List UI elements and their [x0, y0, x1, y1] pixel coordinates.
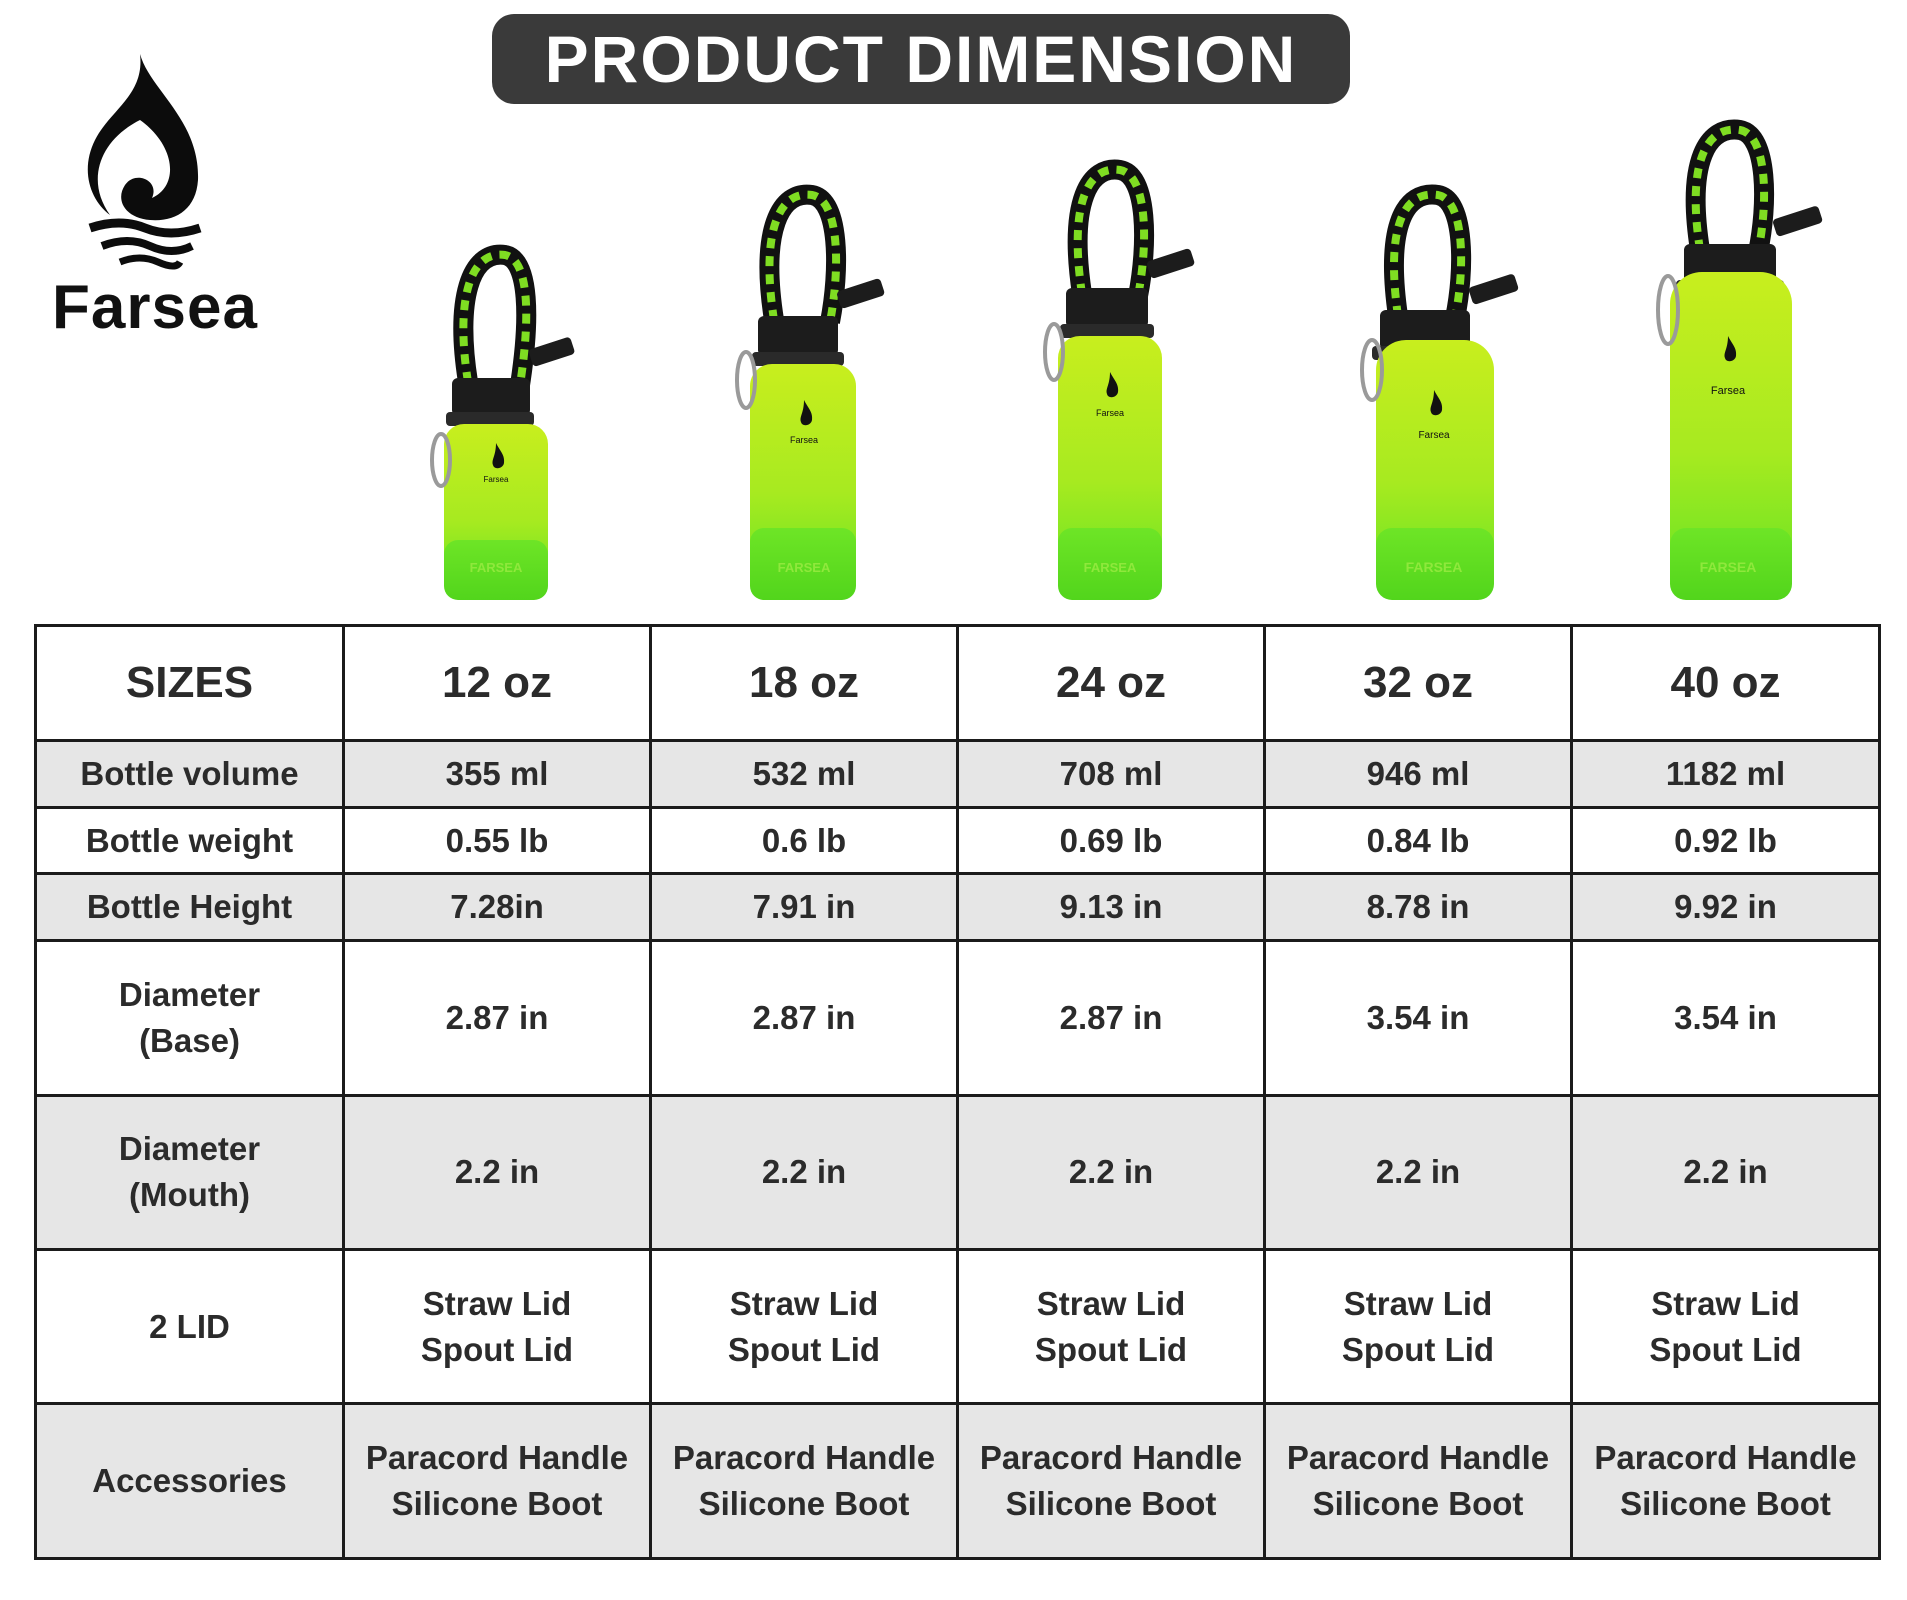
cell-line: Straw Lid [1651, 1284, 1800, 1322]
table-cell: 9.13 in [958, 874, 1265, 941]
table-row [36, 741, 1880, 808]
table-cell: 2.87 in [651, 941, 958, 1095]
table-cell: 2.2 in [1572, 1095, 1880, 1249]
table-cell: 7.28in [344, 874, 651, 941]
table-cell: 0.92 lb [1572, 807, 1880, 874]
table-row [36, 1249, 1880, 1403]
table-cell: 0.69 lb [958, 807, 1265, 874]
brand-name: Farsea [52, 273, 258, 342]
row-label [36, 941, 344, 1095]
table-cell: 708 ml [958, 741, 1265, 808]
table-cell: 2.87 in [958, 941, 1265, 1095]
table-cell: 0.6 lb [651, 807, 958, 874]
table-cell: 9.92 in [1572, 874, 1880, 941]
cell-line: Paracord Handle [365, 1439, 629, 1477]
table-cell: 0.55 lb [344, 807, 651, 874]
cell-line: Paracord Handle [672, 1439, 936, 1477]
table-cell: 7.91 in [651, 874, 958, 941]
page-title: PRODUCT DIMENSION [544, 22, 1298, 96]
table-cell: 1182 ml [1572, 741, 1880, 808]
table-row [36, 1404, 1880, 1559]
cell-line: Straw Lid [729, 1284, 879, 1322]
cell-line: Silicone Boot [1312, 1485, 1524, 1523]
row-label-line: (Mouth) [129, 1176, 250, 1214]
header-size: 12 oz [344, 626, 651, 741]
bottle-label: Farsea [1095, 408, 1125, 418]
row-label: Bottle volume [36, 741, 344, 808]
row-label-line: (Base) [139, 1021, 240, 1059]
bottle-label: Farsea [1710, 385, 1746, 397]
table-cell: 2.2 in [344, 1095, 651, 1249]
table-cell [344, 1404, 651, 1559]
table-cell: 532 ml [651, 741, 958, 808]
bottle-label: Farsea [1418, 430, 1450, 441]
row-label: Accessories [36, 1404, 344, 1559]
cell-line: Straw Lid [1343, 1284, 1493, 1322]
table-cell [1572, 1404, 1880, 1559]
table-row [36, 941, 1880, 1095]
row-label: Bottle weight [36, 807, 344, 874]
cell-line: Silicone Boot [1620, 1485, 1831, 1523]
cell-line: Spout Lid [1034, 1330, 1188, 1368]
bottle-boot-text: FARSEA [777, 560, 831, 575]
cell-line: Straw Lid [422, 1284, 572, 1322]
cell-line: Paracord Handle [979, 1439, 1243, 1477]
cell-line: Paracord Handle [1286, 1439, 1550, 1477]
table-cell [1265, 1404, 1572, 1559]
table-cell [1265, 1249, 1572, 1403]
row-label: Bottle Height [36, 874, 344, 941]
bottle-18oz [737, 195, 885, 600]
table-row [36, 807, 1880, 874]
table-cell [344, 1249, 651, 1403]
bottle-32oz [1362, 195, 1519, 600]
bottle-boot-text: FARSEA [469, 560, 523, 575]
table-cell: 0.84 lb [1265, 807, 1572, 874]
cell-line: Silicone Boot [698, 1485, 910, 1523]
table-cell: 8.78 in [1265, 874, 1572, 941]
bottle-lineup [0, 0, 1907, 610]
bottle-boot-text: FARSEA [1699, 559, 1757, 575]
bottle-label: Farsea [789, 435, 819, 445]
bottle-12oz [432, 255, 575, 600]
row-label-line: Diameter [118, 975, 261, 1013]
cell-line: Spout Lid [1649, 1330, 1802, 1368]
table-row [36, 874, 1880, 941]
header-size: 24 oz [958, 626, 1265, 741]
header-size: 32 oz [1265, 626, 1572, 741]
table-cell: 2.87 in [344, 941, 651, 1095]
table-cell: 946 ml [1265, 741, 1572, 808]
spec-table [34, 624, 1881, 1560]
cell-line: Straw Lid [1036, 1284, 1186, 1322]
bottle-boot-text: FARSEA [1405, 559, 1463, 575]
table-cell: 2.2 in [958, 1095, 1265, 1249]
bottle-40oz [1658, 130, 1823, 600]
table-cell: 355 ml [344, 741, 651, 808]
cell-line: Spout Lid [727, 1330, 881, 1368]
header-sizes: SIZES [36, 626, 344, 741]
bottle-boot-text: FARSEA [1083, 560, 1137, 575]
table-cell: 2.2 in [651, 1095, 958, 1249]
bottle-label: Farsea [483, 475, 509, 484]
table-cell: 2.2 in [1265, 1095, 1572, 1249]
table-cell [1572, 1249, 1880, 1403]
cell-line: Paracord Handle [1594, 1439, 1857, 1477]
table-cell: 3.54 in [1265, 941, 1572, 1095]
cell-line: Silicone Boot [1005, 1485, 1217, 1523]
table-row [36, 1095, 1880, 1249]
header-size: 40 oz [1572, 626, 1880, 741]
row-label: 2 LID [36, 1249, 344, 1403]
table-header-row [36, 626, 1880, 741]
table-cell [958, 1404, 1265, 1559]
row-label-line: Diameter [118, 1130, 261, 1168]
cell-line: Spout Lid [1341, 1330, 1495, 1368]
table-cell [651, 1404, 958, 1559]
header-size: 18 oz [651, 626, 958, 741]
table-cell [958, 1249, 1265, 1403]
cell-line: Spout Lid [420, 1330, 574, 1368]
bottle-24oz [1045, 170, 1195, 600]
cell-line: Silicone Boot [391, 1485, 603, 1523]
table-cell: 3.54 in [1572, 941, 1880, 1095]
table-cell [651, 1249, 958, 1403]
row-label [36, 1095, 344, 1249]
